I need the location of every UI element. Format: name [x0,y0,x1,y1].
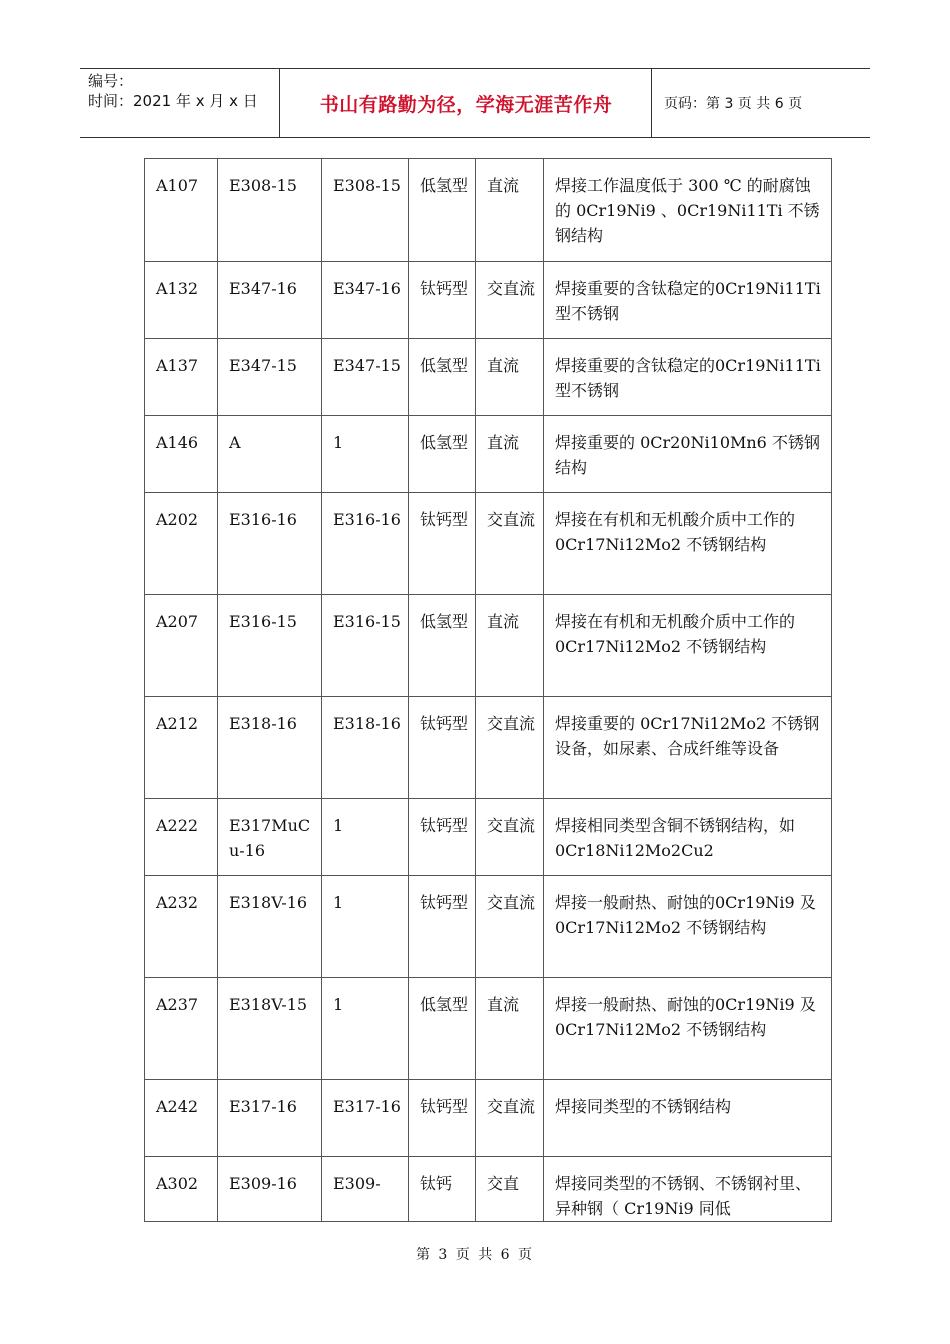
grade-cell: A202 [145,493,218,595]
application-cell: 焊接重要的 0Cr20Ni10Mn6 不锈钢结构 [544,416,832,493]
table-row [145,493,832,595]
gb-model-cell: E317-16 [218,1080,322,1157]
coating-type-cell: 低氢型 [409,978,476,1080]
grade-cell: A132 [145,262,218,339]
coating-type-cell: 低氢型 [409,159,476,262]
gb-model-cell: E317MuCu-16 [218,799,322,876]
gb-model-cell: E347-15 [218,339,322,416]
aws-model-cell: E317-16 [322,1080,409,1157]
aws-model-cell: E318-16 [322,697,409,799]
time-label: 时间：2021 年 x 月 x 日 [88,92,258,110]
application-cell: 焊接相同类型含铜不锈钢结构，如 0Cr18Ni12Mo2Cu2 [544,799,832,876]
gb-model-cell: E318V-16 [218,876,322,978]
application-cell: 焊接同类型的不锈钢、不锈钢衬里、异种钢（ Cr19Ni9 同低 [544,1157,832,1222]
table-row [145,799,832,876]
table-row [145,697,832,799]
table-row [145,262,832,339]
header-page-info: 页码：第 3 页 共 6 页 [664,96,803,112]
grade-cell: A212 [145,697,218,799]
application-cell: 焊接同类型的不锈钢结构 [544,1080,832,1157]
current-type-cell: 交直流 [476,493,544,595]
grade-cell: A302 [145,1157,218,1222]
gb-model-cell: E347-16 [218,262,322,339]
coating-type-cell: 低氢型 [409,339,476,416]
grade-cell: A207 [145,595,218,697]
current-type-cell: 交直流 [476,262,544,339]
gb-model-cell: E309-16 [218,1157,322,1222]
aws-model-cell: 1 [322,416,409,493]
table-row [145,1157,832,1222]
gb-model-cell: E318V-15 [218,978,322,1080]
gb-model-cell: E316-16 [218,493,322,595]
current-type-cell: 直流 [476,416,544,493]
grade-cell: A232 [145,876,218,978]
application-cell: 焊接重要的含钛稳定的0Cr19Ni11Ti 型不锈钢 [544,339,832,416]
number-label: 编号： [88,72,134,90]
current-type-cell: 交直流 [476,799,544,876]
current-type-cell: 交直流 [476,876,544,978]
current-type-cell: 交直 [476,1157,544,1222]
table-row [145,416,832,493]
table-row [145,159,832,262]
gb-model-cell: A [218,416,322,493]
application-cell: 焊接一般耐热、耐蚀的0Cr19Ni9 及 0Cr17Ni12Mo2 不锈钢结构 [544,876,832,978]
application-cell: 焊接重要的 0Cr17Ni12Mo2 不锈钢设备，如尿素、合成纤维等设备 [544,697,832,799]
aws-model-cell: E308-15 [322,159,409,262]
coating-type-cell: 钛钙型 [409,262,476,339]
coating-type-cell: 钛钙 [409,1157,476,1222]
grade-cell: A222 [145,799,218,876]
table-row [145,978,832,1080]
table-row [145,1080,832,1157]
application-cell: 焊接在有机和无机酸介质中工作的 0Cr17Ni12Mo2 不锈钢结构 [544,493,832,595]
grade-cell: A237 [145,978,218,1080]
page-footer: 第 3 页 共 6 页 [415,1247,535,1263]
header-meta [80,69,280,137]
page-header [80,68,870,138]
gb-model-cell: E316-15 [218,595,322,697]
grade-cell: A242 [145,1080,218,1157]
application-cell: 焊接工作温度低于 300 ℃ 的耐腐蚀的 0Cr19Ni9 、0Cr19Ni11Ti 不锈钢结构 [544,159,832,262]
current-type-cell: 直流 [476,339,544,416]
current-type-cell: 交直流 [476,1080,544,1157]
table-row [145,595,832,697]
current-type-cell: 直流 [476,595,544,697]
aws-model-cell: E309- [322,1157,409,1222]
current-type-cell: 交直流 [476,697,544,799]
table-row [145,876,832,978]
grade-cell: A146 [145,416,218,493]
aws-model-cell: E316-15 [322,595,409,697]
aws-model-cell: E347-15 [322,339,409,416]
aws-model-cell: E316-16 [322,493,409,595]
grade-cell: A137 [145,339,218,416]
electrode-table [144,158,832,1222]
application-cell: 焊接一般耐热、耐蚀的0Cr19Ni9 及 0Cr17Ni12Mo2 不锈钢结构 [544,978,832,1080]
current-type-cell: 直流 [476,978,544,1080]
coating-type-cell: 低氢型 [409,416,476,493]
coating-type-cell: 钛钙型 [409,1080,476,1157]
coating-type-cell: 钛钙型 [409,799,476,876]
aws-model-cell: E347-16 [322,262,409,339]
application-cell: 焊接在有机和无机酸介质中工作的 0Cr17Ni12Mo2 不锈钢结构 [544,595,832,697]
aws-model-cell: 1 [322,876,409,978]
aws-model-cell: 1 [322,799,409,876]
gb-model-cell: E318-16 [218,697,322,799]
aws-model-cell: 1 [322,978,409,1080]
grade-cell: A107 [145,159,218,262]
gb-model-cell: E308-15 [218,159,322,262]
coating-type-cell: 低氢型 [409,595,476,697]
coating-type-cell: 钛钙型 [409,876,476,978]
application-cell: 焊接重要的含钛稳定的0Cr19Ni11Ti 型不锈钢 [544,262,832,339]
table-row [145,339,832,416]
current-type-cell: 直流 [476,159,544,262]
coating-type-cell: 钛钙型 [409,697,476,799]
coating-type-cell: 钛钙型 [409,493,476,595]
header-motto: 书山有路勤为径，学海无涯苦作舟 [281,69,652,137]
